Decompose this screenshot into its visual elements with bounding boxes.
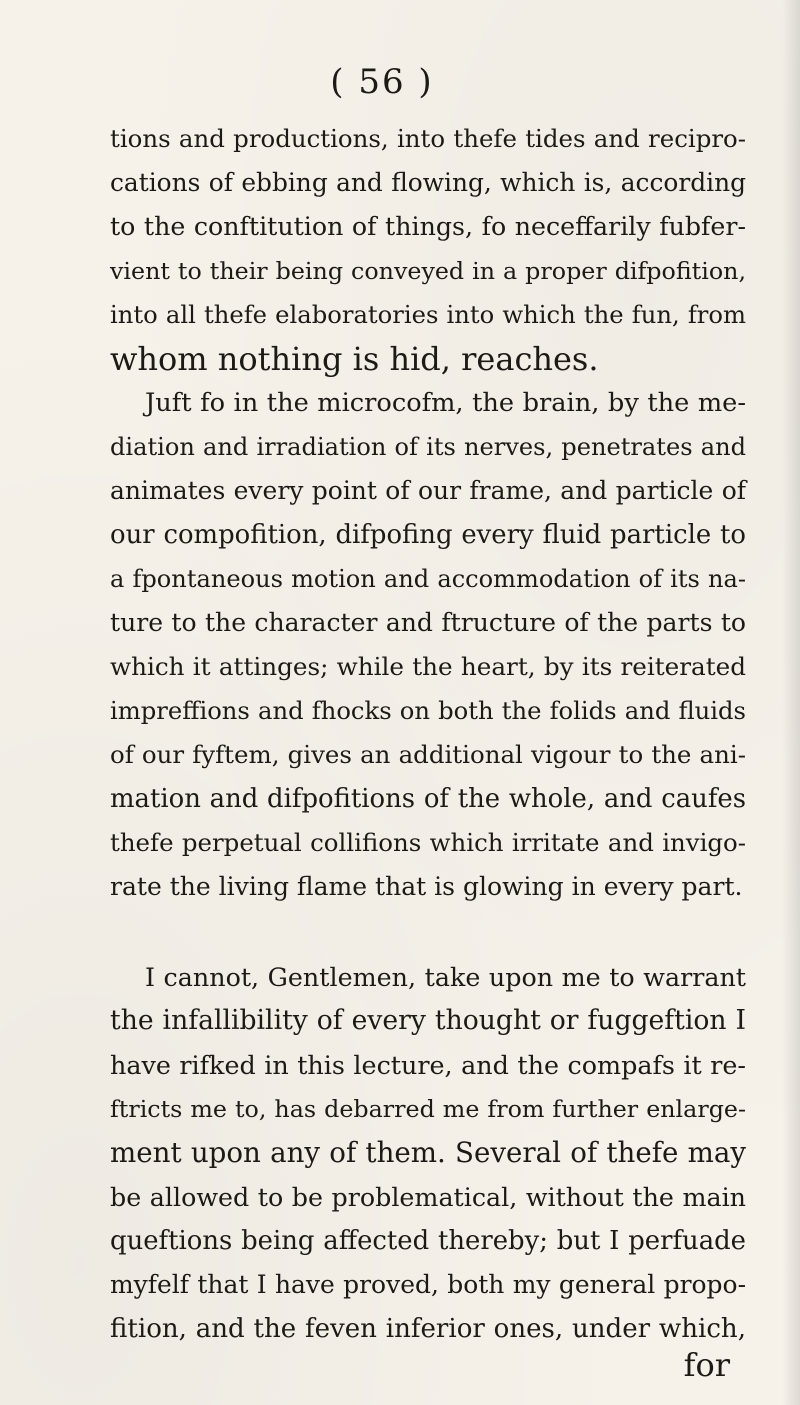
text-line: diation and irradiation of its nerves, penetrates and: [110, 433, 746, 461]
text-line: of our fyftem, gives an additional vigour to the ani-: [110, 740, 746, 769]
text-line: which it attinges; while the heart, by its reiterated: [110, 652, 746, 681]
text-line: cations of ebbing and flowing, which is, according: [110, 168, 746, 197]
page-edge-shadow: [782, 0, 800, 1405]
text-line: ftricts me to, has debarred me from further enlarge-: [110, 1095, 746, 1123]
text-line: to the conftitution of things, fo neceffarily fubfer-: [110, 212, 746, 241]
text-line: rate the living flame that is glowing in every part.: [110, 872, 743, 901]
text-line: Juft fo in the microcofm, the brain, by the me-: [145, 388, 746, 418]
text-line: be allowed to be problematical, without the main: [110, 1182, 746, 1212]
text-line: vient to their being conveyed in a proper difpofition,: [110, 257, 746, 285]
text-line: tions and productions, into thefe tides and recipro-: [110, 124, 746, 153]
text-line: ture to the character and ftructure of the parts to: [110, 608, 746, 637]
text-line: our compofition, difpofing every fluid particle to: [110, 520, 746, 550]
text-line: have rifked in this lecture, and the compafs it re-: [110, 1050, 746, 1080]
page-number: ( 56 ): [330, 62, 434, 102]
text-line: fition, and the feven inferior ones, under which,: [110, 1314, 746, 1344]
text-line: thefe perpetual collifions which irritate and invigo-: [110, 828, 746, 857]
text-line: mation and difpofitions of the whole, and caufes: [110, 784, 746, 814]
text-line: a fpontaneous motion and accommodation of its na-: [110, 565, 746, 593]
text-line: myfelf that I have proved, both my general propo-: [110, 1270, 746, 1299]
text-line: I cannot, Gentlemen, take upon me to warrant: [145, 962, 746, 992]
text-line: whom nothing is hid, reaches.: [110, 340, 599, 378]
text-line: into all thefe elaboratories into which the fun, from: [110, 300, 746, 329]
catchword: for: [683, 1346, 730, 1384]
text-line: queftions being affected thereby; but I perfuade: [110, 1226, 746, 1256]
text-line: the infallibility of every thought or fuggeftion I: [110, 1005, 746, 1036]
text-line: impreffions and fhocks on both the folids and fluids: [110, 696, 746, 725]
text-line: animates every point of our frame, and particle of: [110, 476, 746, 505]
text-line: ment upon any of them. Several of thefe may: [110, 1136, 746, 1169]
